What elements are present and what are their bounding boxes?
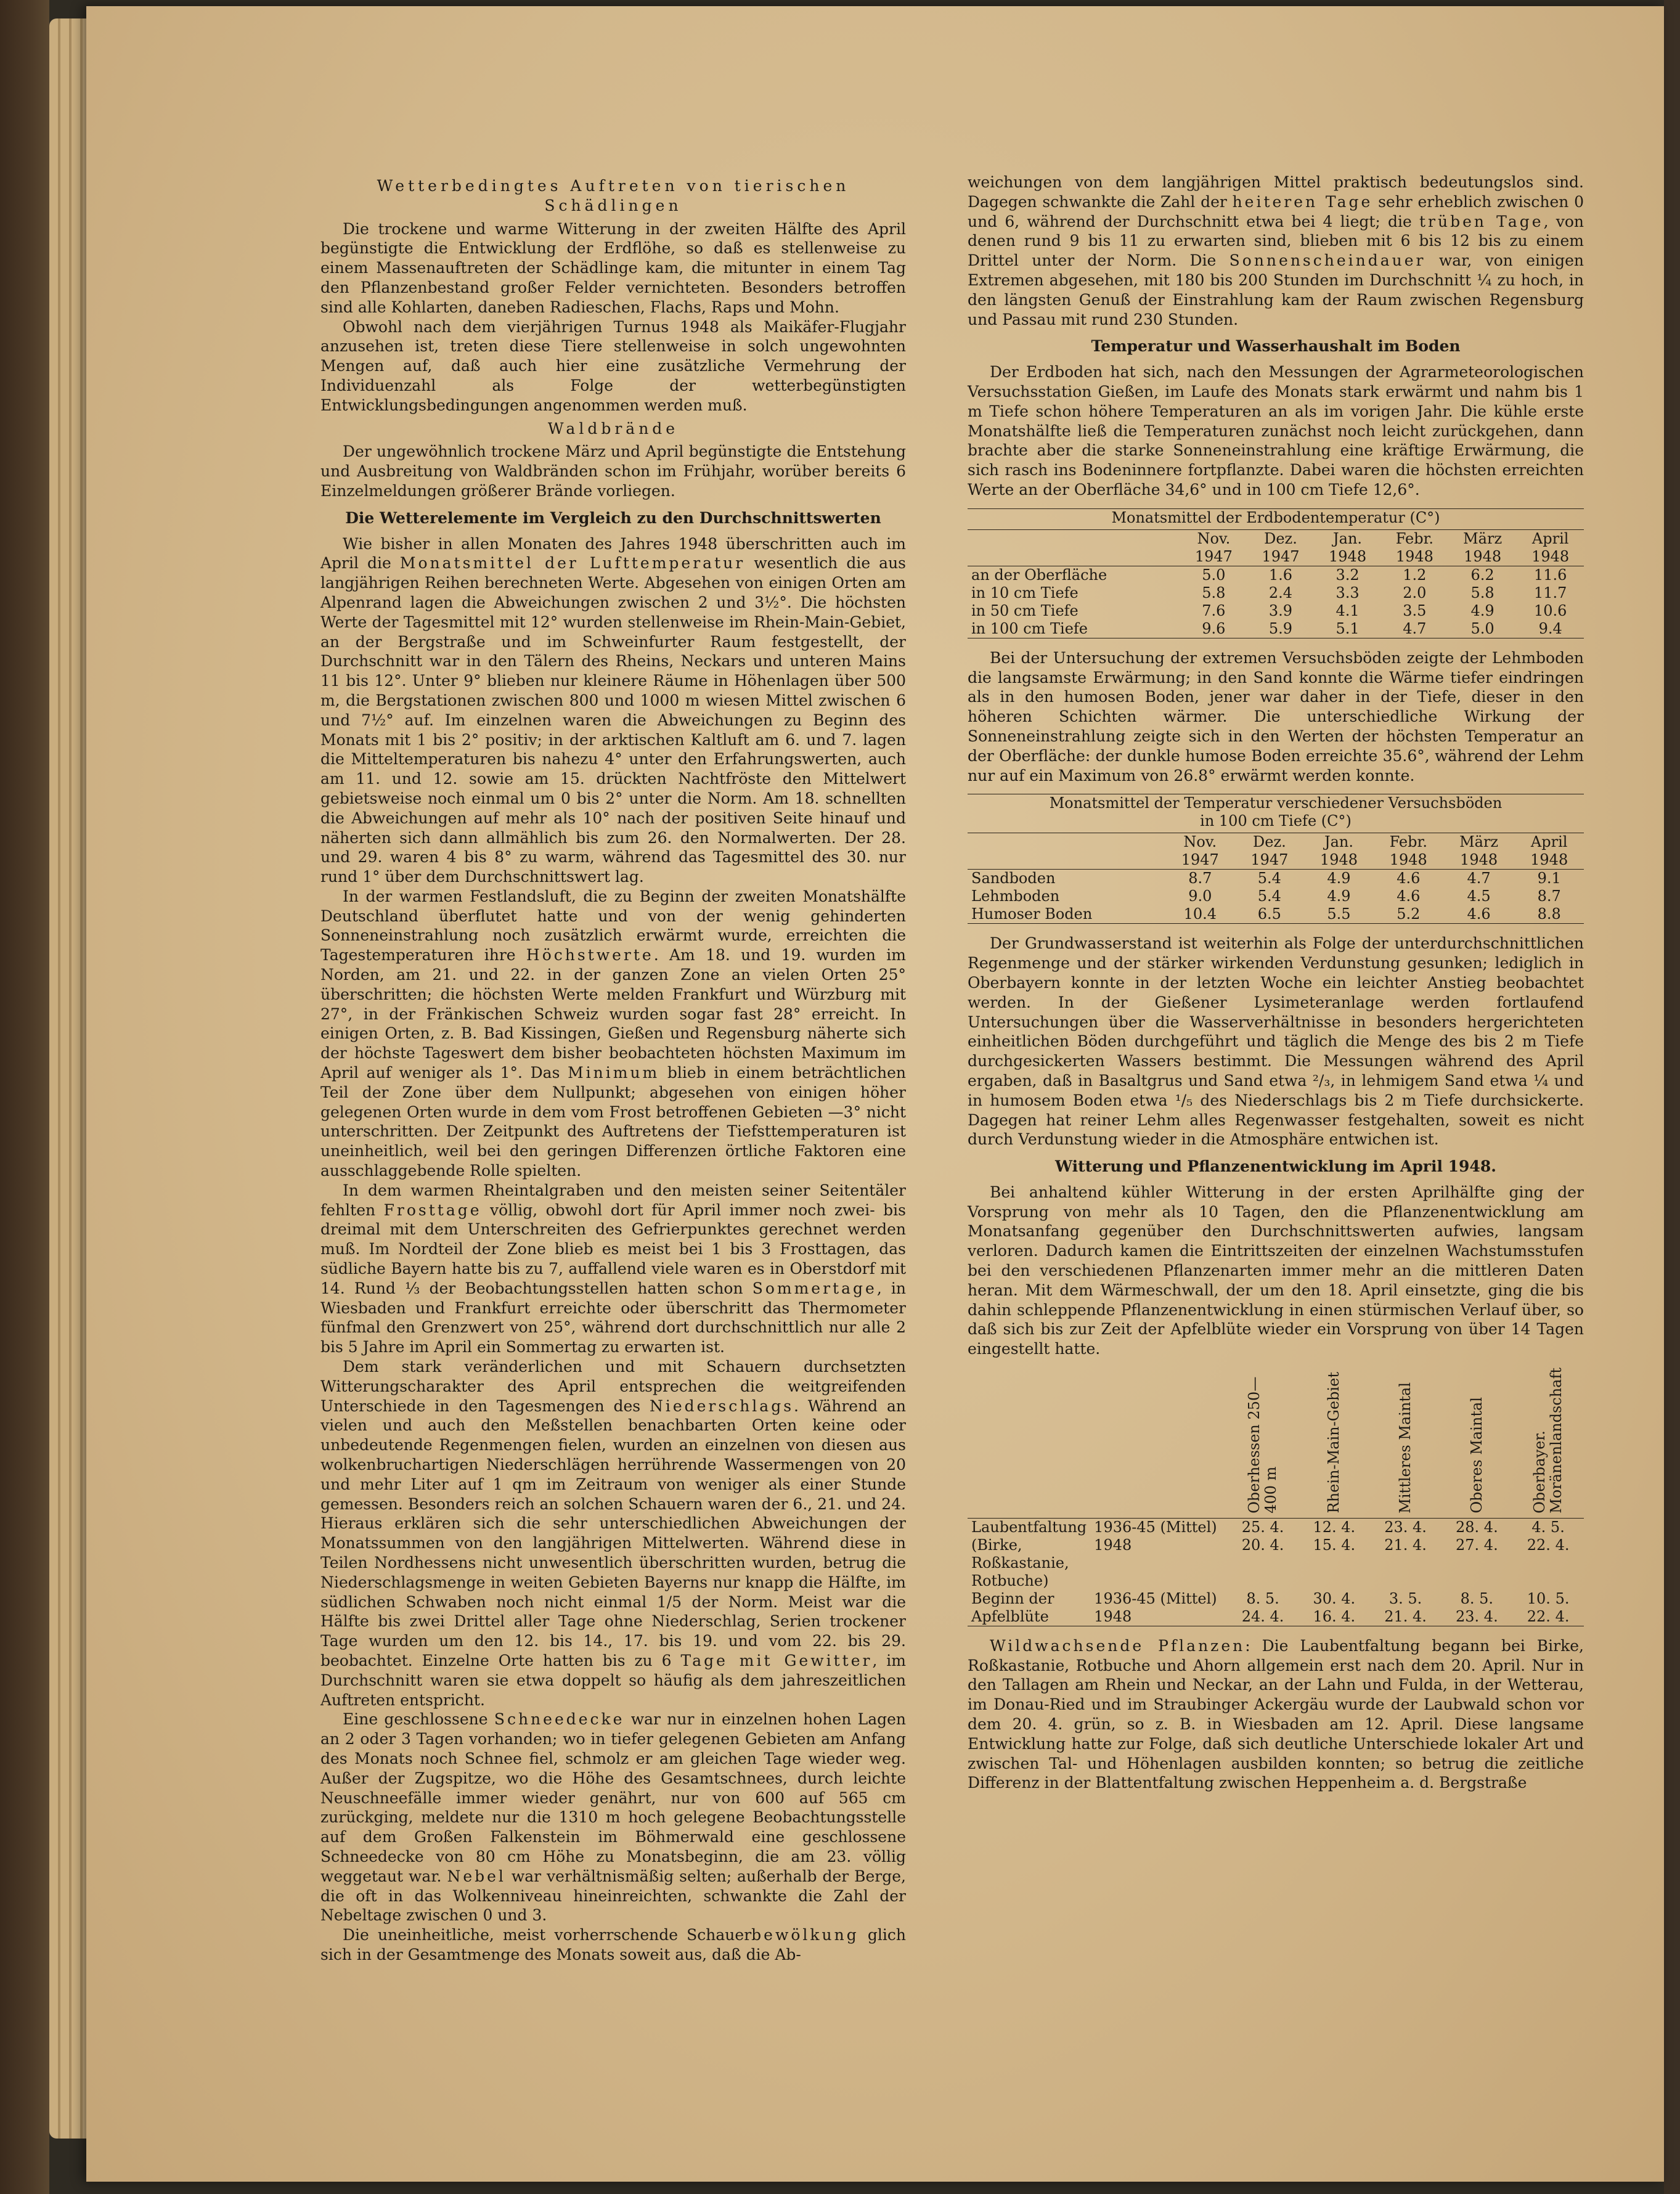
table-cell: 21. 4. — [1384, 1607, 1427, 1625]
table-row — [968, 870, 1584, 888]
table-cell: 1.2 — [1403, 566, 1427, 584]
table-header-month: Dez. — [1264, 529, 1297, 547]
table-header-row — [968, 1368, 1584, 1518]
paragraph — [320, 1181, 906, 1357]
table-cell: 9.6 — [1202, 619, 1226, 637]
section-title-boden: Temperatur und Wasserhaushalt im Boden — [1091, 337, 1461, 356]
table-row-label: Sandboden — [971, 870, 1056, 887]
table-cell: 5.9 — [1268, 619, 1293, 637]
paragraph: Der Grundwasserstand ist weiterhin als Folge der unterdurchschnittlichen Regenmenge und der stärker wirkenden Verdunstung gesunken; lediglich in Oberbayern konnte in der letzten Woche ein leichter Anstieg beobachtet werden. In der Gießener Lysimeteranlage werden fortlaufend Untersuchungen über die Wasserverhältnisse in besonders hergerichteten einheitlichen Böden durchgeführt und täglich die Menge des bis 2 m Tiefe durchgesickerten Wassers bestimmt. Die Messungen während des April ergaben, daß in Basaltgrus und Sand etwa ²/₃, in lehmigem Sand etwa ¼ und in humosem Boden etwa ¹/₅ des Niederschlags bis 2 m Tiefe durchsickerte. Dagegen hat reiner Lehm alles Regenwasser festgehalten, soweit es nicht durch Verdunstung wieder in die Atmosphäre entwichen ist. — [968, 934, 1584, 1149]
table-row-period: 1948 — [1094, 1536, 1132, 1554]
table-cell: 8. 5. — [1246, 1589, 1279, 1607]
text-run: , in Wiesbaden und Frankfurt erreichte oder überschritt das Thermometer fünfmal den Grenzwert von 25°, während dort durchschnittlich nur alle 2 bis 5 Jahre im April ein Sommertag zu erwarten ist. — [320, 1279, 906, 1356]
table-row-label: in 100 cm Tiefe — [971, 619, 1088, 637]
spaced-term: Tage mit Gewitter — [680, 1651, 873, 1670]
table-header-year: 1947 — [1181, 851, 1219, 869]
table-cell: 30. 4. — [1313, 1589, 1356, 1607]
spaced-term: Höchstwerte — [526, 946, 654, 964]
table-cell: 10.6 — [1533, 602, 1567, 619]
table-row-label: in 10 cm Tiefe — [971, 584, 1079, 602]
spaced-term: Wildwachsende Pflanzen — [990, 1636, 1246, 1655]
table-row-label: in 50 cm Tiefe — [971, 602, 1079, 619]
region-label: Oberhessen 250—400 m — [1246, 1376, 1280, 1514]
spaced-term: Sonnenscheindauer — [1229, 251, 1426, 270]
table-header-empty — [968, 1368, 1090, 1518]
table-cell: 6.5 — [1257, 905, 1281, 923]
table-header-region — [1227, 1368, 1299, 1518]
text-run: war nur in einzelnen hohen Lagen an 2 oder 3 Tagen vorhanden; wo in tiefer gelegenen Gebieten am Anfang des Monats noch Schnee fiel, schmolz er am gleichen Tage wieder weg. Außer der Zugspitze, wo die Höhe des Gesamtschnees, durch leichte Neuschneefälle immer wieder genährt, nur von 600 auf 565 cm zurückging, meldete nur die 1310 m hoch gelegene Beobachtungsstelle auf dem Großen Falkenstein im Böhmerwald eine geschlossene Schneedecke von 80 cm Höhe zu Monatsbeginn, die am 23. völlig weggetaut war. — [320, 1710, 906, 1885]
text-run: Wie bisher in allen Monaten des Jahres 1948 überschritten auch im April die — [320, 534, 906, 573]
table-cell: 3.9 — [1268, 602, 1293, 619]
spaced-term: heiteren Tage — [1232, 192, 1373, 211]
text-run: war verhältnismäßig selten; außerhalb der Berge, die oft in das Wolkenniveau hineinreichten, schwankte die Zahl der Nebeltage zwischen 0 und 3. — [320, 1867, 906, 1925]
table-header-row — [968, 833, 1584, 852]
table-header-month: Febr. — [1395, 529, 1434, 547]
table-cell: 25. 4. — [1241, 1518, 1284, 1536]
paragraph — [968, 1636, 1584, 1793]
table-header-month: Jan. — [1324, 833, 1353, 851]
table-cell: 9.4 — [1538, 619, 1562, 637]
table-cell: 9.0 — [1188, 887, 1212, 905]
table-row-label: (Birke, Roßkastanie, Rotbuche) — [971, 1536, 1069, 1589]
table-cell: 28. 4. — [1456, 1518, 1498, 1536]
table-cell: 5.2 — [1397, 905, 1421, 923]
table-cell: 11.6 — [1533, 566, 1567, 584]
table-cell: 5.4 — [1257, 870, 1281, 887]
spaced-term: Frosttage — [383, 1201, 482, 1219]
table-cell: 5.8 — [1470, 584, 1494, 602]
text-run: Eine geschlossene — [343, 1710, 494, 1729]
table-cell: 3.3 — [1335, 584, 1360, 602]
table-cell: 10.4 — [1183, 905, 1217, 923]
table-cell: 10. 5. — [1527, 1589, 1570, 1607]
table-row — [968, 620, 1584, 638]
table-cell: 20. 4. — [1241, 1536, 1284, 1554]
text-run: weichungen von dem langjährigen Mittel praktisch bedeutungslos sind. Dagegen schwankte die Zahl der — [968, 173, 1584, 211]
right-column — [968, 173, 1584, 1793]
table-header-row — [968, 529, 1584, 548]
table-cell: 4.9 — [1327, 887, 1351, 905]
table-header-row — [968, 851, 1584, 870]
region-label: Rhein-Main-Gebiet — [1325, 1372, 1343, 1514]
table-header-row — [968, 548, 1584, 566]
table-cell: 5.0 — [1202, 566, 1226, 584]
text-run: Dem stark veränderlichen und mit Schauern durchsetzten Witterungscharakter des April entsprechen die weitgreifenden Unterschiede in den Tagesmengen des — [320, 1358, 906, 1415]
table-header-month: Nov. — [1183, 833, 1217, 851]
table-header-empty — [968, 833, 1165, 852]
table-row — [968, 1608, 1584, 1626]
table-header-year: 1947 — [1194, 547, 1233, 565]
book-cover-edge — [1664, 0, 1680, 2194]
table-cell: 21. 4. — [1384, 1536, 1427, 1554]
table-cell: 8.8 — [1537, 905, 1561, 923]
table-cell: 8.7 — [1188, 870, 1212, 887]
table-header-month: Febr. — [1389, 833, 1427, 851]
text-run: In der warmen Festlandsluft, die zu Beginn der zweiten Monatshälfte Deutschland überflutet hatte und von der wenig gehinderten Sonneneinstrahlung noch zusätzlich erwärmt wurde, erreichten die Tagestemperaturen ihre — [320, 887, 906, 964]
table-cell: 5.5 — [1327, 905, 1351, 923]
paragraph: Der ungewöhnlich trockene März und April begünstigte die Entstehung und Ausbreitung von Waldbränden schon im Frühjahr, worüber bereits 6 Einzelmeldungen größerer Brände vorliegen. — [320, 442, 906, 500]
table-cell: 3.2 — [1335, 566, 1360, 584]
text-run: . Am 18. und 19. wurden im Norden, am 21. und 22. in der ganzen Zone an vielen Orten 25° überschritten; die höchsten Werte melden Frankfurt und Würzburg mit 27°, in der Fränkischen Schweiz wurden sogar fast 28° erreicht. In einigen Orten, z. B. Bad Kissingen, Gießen und Regensburg näherte sich der höchste Tageswert dem bisher beobachteten höchsten Maximum im April auf weniger als 1°. Das — [320, 946, 906, 1082]
table-row — [968, 584, 1584, 602]
table-cell: 4.6 — [1467, 905, 1491, 923]
table-cell: 4.6 — [1397, 887, 1421, 905]
table-header-month: März — [1459, 833, 1499, 851]
table-row — [968, 905, 1584, 924]
table-cell: 23. 4. — [1456, 1607, 1498, 1625]
text-run: völlig, obwohl dort für April immer noch zwei- bis dreimal mit dem Unterschreiten des Gefrierpunktes gerechnet werden muß. Im Nordteil der Zone blieb es meist bei 1 bis 3 Frosttagen, das südliche Bayern hatte bis zu 7, auffallend viele waren es in Oberstdorf mit 14. Rund ⅓ der Beobachtungsstellen hatten schon — [320, 1201, 906, 1297]
table-row — [968, 1536, 1584, 1590]
text-run: glich sich in der Gesamtmenge des Monats soweit aus, daß die Ab- — [320, 1926, 906, 1964]
region-label: Mittleres Maintal — [1397, 1382, 1414, 1514]
region-label: Oberes Maintal — [1467, 1397, 1485, 1514]
paragraph — [320, 1357, 906, 1710]
table-cell: 9.1 — [1537, 870, 1561, 887]
table-header-year: 1948 — [1395, 547, 1433, 565]
table-cell: 5.1 — [1335, 619, 1360, 637]
table-row-label: Apfelblüte — [971, 1607, 1049, 1625]
table-header-year: 1947 — [1262, 547, 1300, 565]
table-header-year: 1948 — [1319, 851, 1358, 869]
table-header-region — [1512, 1368, 1584, 1518]
table-cell: 22. 4. — [1527, 1607, 1570, 1625]
table-header-year: 1948 — [1389, 851, 1427, 869]
table-cell: 8.7 — [1537, 887, 1561, 905]
table-row-period: 1948 — [1094, 1607, 1132, 1625]
table-header-year: 1947 — [1250, 851, 1289, 869]
text-run: sehr erheblich zwischen 0 und 6, während der Durchschnitt etwa bei 4 liegt; die — [968, 192, 1584, 230]
paragraph: Bei anhaltend kühler Witterung in der ersten Aprilhälfte ging der Vorsprung von mehr als 10 Tagen, den die Pflanzenentwicklung am Monatsanfang gegenüber den Durchschnittswerten aufwies, langsam verloren. Dadurch kamen die Eintrittszeiten der einzelnen Wachstumsstufen bei den verschiedenen Pflanzenarten immer mehr an die mittleren Daten heran. Mit dem Wärmeschwall, der um den 18. April einsetzte, ging die bis dahin schleppende Pflanzenentwicklung in einen stürmischen Verlauf über, so daß sich bis zur Zeit der Apfelblüte wieder ein Vorsprung von über 14 Tagen eingestellt hatte. — [968, 1183, 1584, 1358]
book-binding — [0, 0, 49, 2194]
spaced-term: trüben Tage — [1419, 212, 1544, 230]
spaced-term: bewölkung — [751, 1926, 859, 1944]
table-header-empty — [968, 851, 1165, 870]
paragraph — [320, 1710, 906, 1925]
table-row — [968, 566, 1584, 584]
table-header-month: April — [1530, 833, 1568, 851]
table-header-year: 1948 — [1531, 547, 1570, 565]
table-header-month: April — [1531, 529, 1569, 547]
table-versuchsboeden — [968, 794, 1584, 924]
text-run: : Die Laubentfaltung begann bei Birke, Roßkastanie, Rotbuche und Ahorn allgemein erst nach dem 20. April. Nur in den Tallagen am Rhein und Neckar, an der Lahn und Fulda, in der Wetterau, im Donau-Ried und im Straubinger Ackergäu wurde der Laubwald schon vor dem 20. 4. grün, so z. B. in Wiesbaden am 12. April. Diese langsame Entwicklung hatte zur Folge, daß sich deutliche Unterschiede lokaler Art und zwischen Tal- und Höhenlagen ausbilden konnten; so betrug die zeitliche Differenz in der Blattentfaltung zwischen Heppenheim a. d. Bergstraße — [968, 1636, 1584, 1792]
table-caption — [968, 794, 1584, 833]
table-cell: 4. 5. — [1531, 1518, 1565, 1536]
section-title-waldbraende: Waldbrände — [547, 419, 679, 438]
table-cell: 4.7 — [1403, 619, 1427, 637]
table-cell: 5.0 — [1470, 619, 1494, 637]
paragraph — [320, 887, 906, 1181]
table-cell: 4.9 — [1327, 870, 1351, 887]
table-row — [968, 1518, 1584, 1536]
table-cell: 3.5 — [1403, 602, 1427, 619]
text-run: wesentlich die aus langjährigen Reihen berechneten Werte. Abgesehen von einigen Orten am Alpenrand lagen die Abweichungen zwischen 2 und 3½°. Die höchsten Werte der Tagesmittel mit 12° wurden stellenweise im Rhein-Main-Gebiet, an der Bergstraße und im Schweinfurter Raum festgestellt, der Durchschnitt war in den Tälern des Rheins, Neckars und unteren Mains 11 bis 12°. Unter 9° blieben nur kleinere Räume in Höhenlagen über 500 m, die Bergstationen zwischen 800 und 1000 m wiesen Mittel zwischen 6 und 7½° auf. Im einzelnen waren die Abweichungen zu Beginn des Monats mit 1 bis 2° positiv; in der arktischen Kaltluft am 6. und 7. lagen die Mitteltemperaturen bis nahezu 4° unter den Erfahrungswerten, auch am 11. und 12. sowie am 15. drückten Nachtfröste den Mittelwert gebietsweise noch einmal um 0 bis 2° unter die Norm. Am 18. schnellten die Abweichungen auf mehr als 10° nach der positiven Seite hinauf und näherten sich dann allmählich bis zum 26. den Normalwerten. Der 28. und 29. waren 4 bis 8° zu warm, während das Tagesmittel des 30. nur rund 1° über dem Durchschnittswert lag. — [320, 554, 907, 886]
table-row-label: Humoser Boden — [971, 905, 1093, 923]
paragraph — [968, 173, 1584, 329]
spaced-term: Monatsmittel der Lufttemperatur — [399, 554, 746, 573]
spaced-term: Schneedecke — [494, 1710, 625, 1729]
table-header-region — [1441, 1368, 1512, 1518]
table-cell: 12. 4. — [1313, 1518, 1356, 1536]
table-erdbodentemperatur — [968, 508, 1584, 638]
spaced-term: Sommertage — [752, 1279, 877, 1297]
paragraph: Der Erdboden hat sich, nach den Messungen der Agrarmeteorologischen Versuchsstation Gießen, im Laufe des Monats stark erwärmt und nahm bis 1 m Tiefe schon höhere Temperaturen an als im vorigen Jahr. Die kühle erste Monatshälfte ließ die Temperaturen zunächst noch leicht zurückgehen, dann brachte aber die starke Sonneneinstrahlung eine kräftige Erwärmung, die sich rasch ins Bodeninnere fortpflanzte. Dabei waren die höchsten erreichten Werte an der Oberfläche 34,6° und in 100 cm Tiefe 12,6°. — [968, 363, 1584, 499]
table-header-region — [1299, 1368, 1370, 1518]
table-row-label: Beginn der — [971, 1589, 1054, 1607]
table-cell: 16. 4. — [1313, 1607, 1356, 1625]
table-cell: 11.7 — [1533, 584, 1567, 602]
table-caption: Monatsmittel der Erdbodentemperatur (C°) — [968, 508, 1584, 529]
table-row — [968, 602, 1584, 620]
table-caption-line: Monatsmittel der Temperatur verschiedener Versuchsböden — [1049, 794, 1503, 812]
table-cell: 4.5 — [1467, 887, 1491, 905]
region-label: Oberbayer. Moränenlandschaft — [1531, 1368, 1565, 1514]
table-header-year: 1948 — [1329, 547, 1367, 565]
table-cell: 3. 5. — [1388, 1589, 1422, 1607]
section-title-pflanzenentwicklung: Witterung und Pflanzenentwicklung im April 1948. — [1055, 1157, 1496, 1176]
table-cell: 8. 5. — [1460, 1589, 1494, 1607]
table-cell: 24. 4. — [1241, 1607, 1284, 1625]
table-row — [968, 887, 1584, 905]
spaced-term: Nebel — [447, 1867, 506, 1885]
left-column — [320, 173, 906, 1965]
section-title-line: Schädlingen — [544, 196, 682, 214]
paragraph: Obwohl nach dem vierjährigen Turnus 1948 als Maikäfer-Flugjahr anzusehen ist, treten diese Tiere stellenweise in solch ungewohnten Mengen auf, daß auch hier eine zusätzliche Vermehrung der Individuenzahl als Folge der wetterbegünstigten Entwicklungsbedingungen angenommen werden muß. — [320, 317, 906, 414]
text-run: In dem warmen Rheintalgraben und den meisten seiner Seitentäler fehlten — [320, 1181, 906, 1219]
table-header-empty — [1090, 1368, 1227, 1518]
table-cell: 2.4 — [1268, 584, 1293, 602]
text-run: , im Durchschnitt waren sie etwa doppelt so häufig als dem jahreszeitlichen Auftreten entspricht. — [320, 1651, 906, 1709]
table-cell: 1.6 — [1268, 566, 1293, 584]
table-row-label: Lehmboden — [971, 887, 1060, 905]
spaced-term: Minimum — [568, 1064, 660, 1082]
table-cell: 27. 4. — [1456, 1536, 1498, 1554]
text-run: war, von einigen Extremen abgesehen, mit 180 bis 200 Stunden im Durchschnitt ¼ zu hoch, in den längsten Genuß der Einstrahlung kam der Raum zwischen Regensburg und Passau mit rund 230 Stunden. — [968, 251, 1584, 328]
table-header-month: Dez. — [1253, 833, 1286, 851]
table-row-label: Laubentfaltung — [971, 1518, 1087, 1536]
table-header-month: März — [1463, 529, 1503, 547]
table-header-empty — [968, 548, 1180, 566]
table-header-year: 1948 — [1460, 851, 1498, 869]
table-row-label: an der Oberfläche — [971, 566, 1107, 584]
table-cell: 22. 4. — [1527, 1536, 1570, 1554]
text-run: blieb in einem beträchtlichen Teil der Zone über dem Nullpunkt; abgesehen von einigen höher gelegenen Orten wurde in dem vom Frost betroffenen Gebieten —3° nicht unterschritten. Der Zeitpunkt des Auftretens der Tiefsttemperaturen ist uneinheitlich, weil bei den geringen Differenzen örtliche Faktoren eine ausschlaggebende Rolle spielten. — [320, 1064, 906, 1180]
section-title-line: Wetterbedingtes Auftreten von tierischen — [377, 177, 850, 195]
text-run: , von denen rund 9 bis 11 zu erwarten sind, blieben mit 6 bis 12 bis zu einem Drittel unter der Norm. Die — [968, 212, 1584, 270]
table-cell: 7.6 — [1202, 602, 1226, 619]
table-cell: 4.1 — [1335, 602, 1360, 619]
table-cell: 5.8 — [1202, 584, 1226, 602]
paragraph — [320, 534, 906, 887]
table-header-month: Nov. — [1197, 529, 1231, 547]
table-cell: 23. 4. — [1384, 1518, 1427, 1536]
section-title-schaedlinge — [320, 176, 906, 216]
table-cell: 5.4 — [1257, 887, 1281, 905]
table-cell: 4.6 — [1397, 870, 1421, 887]
table-row — [968, 1590, 1584, 1608]
table-phaenologie — [968, 1368, 1584, 1626]
spaced-term: Niederschlags — [649, 1397, 794, 1415]
paragraph — [320, 1925, 906, 1965]
table-cell: 4.9 — [1470, 602, 1494, 619]
table-header-empty — [968, 529, 1180, 548]
table-header-year: 1948 — [1530, 851, 1568, 869]
table-caption-line: in 100 cm Tiefe (C°) — [1200, 812, 1352, 830]
table-cell: 15. 4. — [1313, 1536, 1356, 1554]
paragraph: Bei der Untersuchung der extremen Versuchsböden zeigte der Lehmboden die langsamste Erwärmung; in den Sand konnte die Wärme tiefer eindringen als in den humosen Boden, jener war daher in der Tiefe, dieser in den höheren Schichten wärmer. Die unterschiedliche Wirkung der Sonneneinstrahlung zeigte sich in den Werten der höchsten Temperatur an der Oberfläche: der dunkle humose Boden erreichte 35.6°, während der Lehm nur auf ein Maximum von 26.8° erwärmt werden konnte. — [968, 648, 1584, 785]
text-run: Die uneinheitliche, meist vorherrschende Schauer — [343, 1926, 752, 1944]
table-header-month: Jan. — [1333, 529, 1363, 547]
table-row-period: 1936-45 (Mittel) — [1094, 1589, 1217, 1607]
paragraph: Die trockene und warme Witterung in der zweiten Hälfte des April begünstigte die Entwicklung der Erdflöhe, so daß es stellenweise zu einem Massenauftreten der Schädlinge kam, die mitunter in einem Tag den Pflanzenbestand großer Felder vernichteten. Besonders betroffen sind alle Kohlarten, daneben Radieschen, Flachs, Raps und Mohn. — [320, 219, 906, 316]
table-header-region — [1370, 1368, 1441, 1518]
table-cell: 4.7 — [1467, 870, 1491, 887]
table-row-period: 1936-45 (Mittel) — [1094, 1518, 1217, 1536]
text-run: . Während an vielen und auch den Meßstellen benachbarten Orten keine oder unbedeutende Regenmengen fielen, wurden an einzelnen von diesen aus wolkenbruchartigen Niederschlägen herrührende Wassermengen von 20 und mehr Liter auf 1 qm im Zeitraum von weniger als einer Stunde gemessen. Besonders reich an solchen Schauern waren der 6., 21. und 24. Hieraus erklären sich die sehr unterschiedlichen Abweichungen der Monatssummen von den langjährigen Mittelwerten. Während diese in Teilen Nordhessens nicht unwesentlich überschritten wurden, betrug die Niederschlagsmenge in weiten Gebieten Bayerns nur knapp die Hälfte, im südlichen Schwaben noch nicht einmal 1/5 der Norm. Meist war die Hälfte bis zwei Drittel aller Tage ohne Niederschlag, Serien trockener Tage wurden um den 12. bis 14., 17. bis 19. und vom 22. bis 29. beobachtet. Einzelne Orte hatten bis zu 6 — [320, 1397, 907, 1670]
table-cell: 2.0 — [1403, 584, 1427, 602]
table-header-year: 1948 — [1464, 547, 1502, 565]
table-cell: 6.2 — [1470, 566, 1494, 584]
section-title-wetterelemente: Die Wetterelemente im Vergleich zu den Durchschnittswerten — [345, 508, 881, 527]
